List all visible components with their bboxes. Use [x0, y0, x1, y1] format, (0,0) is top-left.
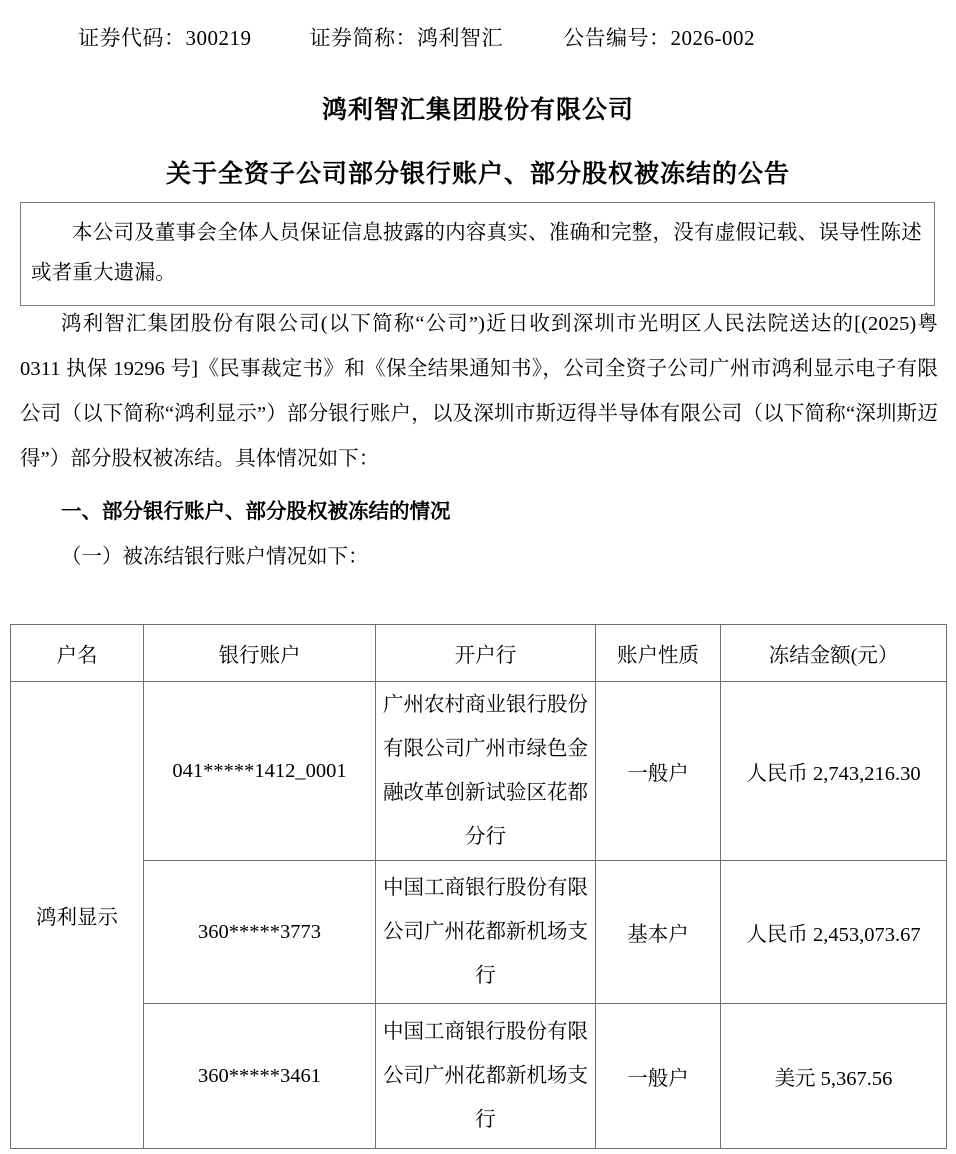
table-row: [11, 682, 947, 861]
column-header-bank-account: 银行账户: [144, 625, 376, 682]
section-heading-2: （一）被冻结银行账户情况如下：: [61, 546, 369, 568]
table-row: [11, 861, 947, 1004]
frozen-accounts-table-wrapper: [10, 624, 946, 1149]
cell-opening-bank: 中国工商银行股份有限公司广州花都新机场支行: [376, 1004, 596, 1149]
cell-account-holder: 鸿利显示: [11, 682, 144, 1149]
cell-frozen-amount: 人民币 2,453,073.67: [721, 861, 947, 1004]
section-heading-1: 一、部分银行账户、部分股权被冻结的情况: [61, 501, 451, 523]
company-title: 鸿利智汇集团股份有限公司: [321, 97, 634, 124]
column-header-account-nature: 账户性质: [596, 625, 721, 682]
cell-bank-account: 041*****1412_0001: [144, 682, 376, 861]
cell-frozen-amount: 美元 5,367.56: [721, 1004, 947, 1149]
cell-frozen-amount: 人民币 2,743,216.30: [721, 682, 947, 861]
frozen-accounts-table: [10, 624, 947, 1149]
document-header: [0, 0, 956, 52]
table-header: [11, 625, 947, 682]
table-header-row: [11, 625, 947, 682]
announcement-number-label: 公告编号：2026-002: [563, 26, 755, 50]
cell-account-nature: 一般户: [596, 1004, 721, 1149]
cell-bank-account: 360*****3773: [144, 861, 376, 1004]
column-header-opening-bank: 开户行: [376, 625, 596, 682]
cell-account-nature: 基本户: [596, 861, 721, 1004]
stock-code-label: 证券代码：300219: [78, 26, 252, 50]
cell-opening-bank: 中国工商银行股份有限公司广州花都新机场支行: [376, 861, 596, 1004]
column-header-account-holder: 户名: [11, 625, 144, 682]
cell-bank-account: 360*****3461: [144, 1004, 376, 1149]
disclaimer-text: 本公司及董事会全体人员保证信息披露的内容真实、准确和完整，没有虚假记载、误导性陈述或者重大遗漏。: [31, 222, 922, 284]
cell-opening-bank: 广州农村商业银行股份有限公司广州市绿色金融改革创新试验区花都分行: [376, 682, 596, 861]
disclaimer-box: [20, 202, 935, 306]
document-body: [20, 302, 938, 580]
column-header-frozen-amount: 冻结金额(元）: [721, 625, 947, 682]
announcement-title: 关于全资子公司部分银行账户、部分股权被冻结的公告: [165, 161, 790, 188]
body-paragraph-1: 鸿利智汇集团股份有限公司(以下简称“公司”)近日收到深圳市光明区人民法院送达的[(2025)粤 0311 执保 19296 号]《民事裁定书》和《保全结果通知书》，公司全资子公司广州市鸿利显示电子有限公司（以下简称“鸿利显示”）部分银行账户，以及深圳市斯迈得半导体有限公司（以下简称“深圳斯迈得”）部分股权被冻结。具体情况如下：: [20, 313, 938, 470]
stock-abbreviation-label: 证券简称：鸿利智汇: [309, 26, 503, 50]
cell-account-nature: 一般户: [596, 682, 721, 861]
table-row: [11, 1004, 947, 1149]
table-body: [11, 682, 947, 1149]
